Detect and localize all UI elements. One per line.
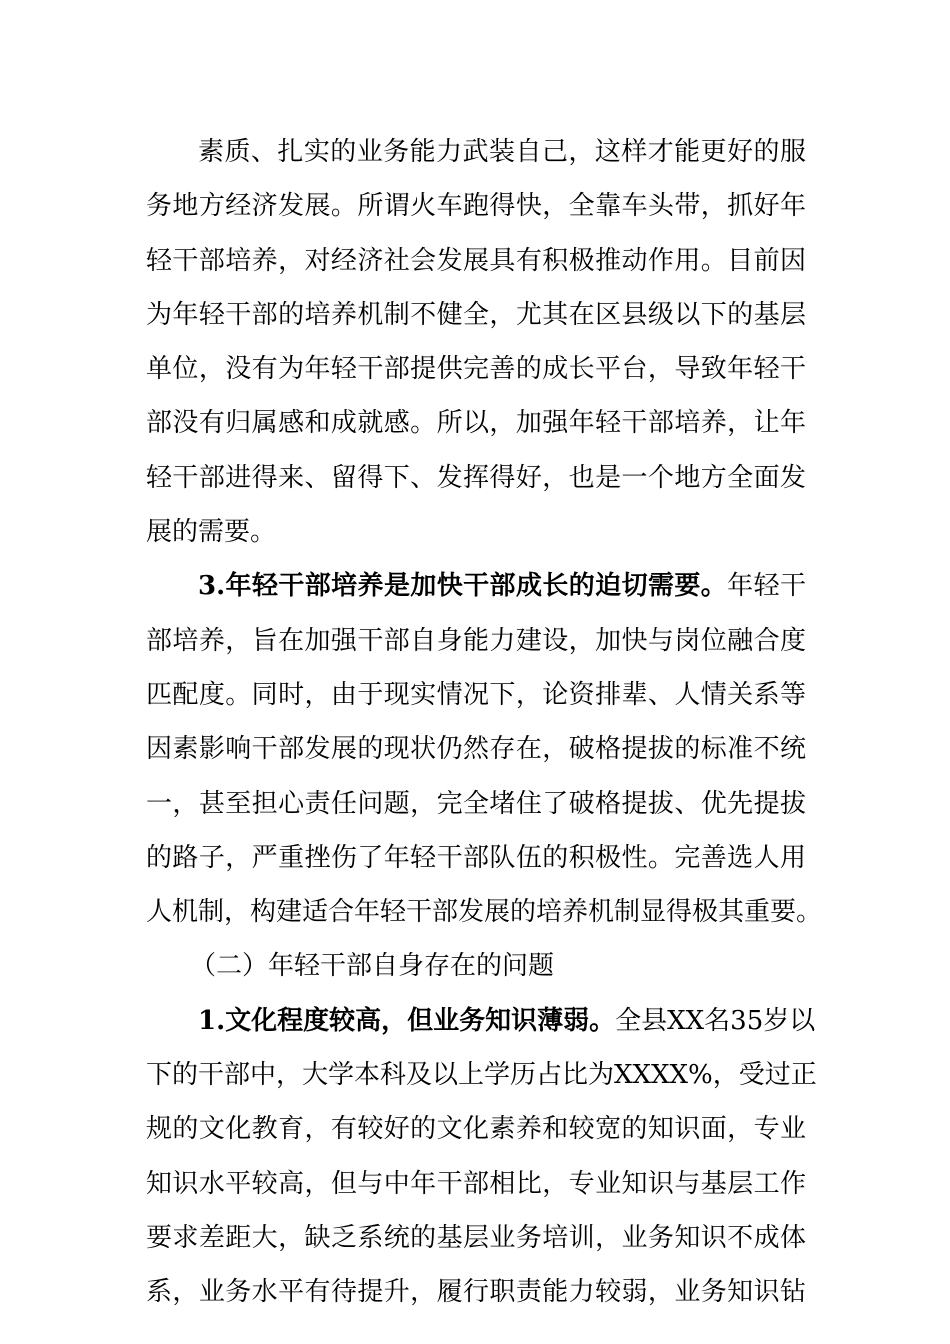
paragraph-line: 的路子，严重挫伤了年轻干部队伍的积极性。完善选人用	[146, 842, 806, 873]
paragraph-line: 素质、扎实的业务能力武装自己，这样才能更好的服	[198, 137, 806, 167]
paragraph-line: 匹配度。同时，由于现实情况下，论资排辈、人情关系等	[146, 679, 806, 710]
paragraph-line: 要求差距大，缺乏系统的基层业务培训，业务知识不成体	[146, 1222, 806, 1253]
paragraph-line: 人机制，构建适合年轻干部发展的培养机制显得极其重要。	[146, 897, 823, 928]
paragraph-line: 一，甚至担心责任问题，完全堵住了破格提拔、优先提拔	[146, 788, 806, 819]
paragraph-line: 部培养，旨在加强干部自身能力建设，加快与岗位融合度	[146, 625, 806, 656]
paragraph-line: 部没有归属感和成就感。所以，加强年轻干部培养，让年	[146, 408, 806, 439]
paragraph-line: 轻干部进得来、留得下、发挥得好，也是一个地方全面发	[146, 462, 806, 493]
section-3-heading: 3.年轻干部培养是加快干部成长的迫切需要。	[198, 571, 728, 602]
paragraph-line: 因素影响干部发展的现状仍然存在，破格提拔的标准不统	[146, 734, 806, 765]
paragraph-line: 为年轻干部的培养机制不健全，尤其在区县级以下的基层	[146, 299, 806, 330]
paragraph-line: 单位，没有为年轻干部提供完善的成长平台，导致年轻干	[146, 354, 806, 385]
paragraph-line: 下的干部中，大学本科及以上学历占比为XXXX%，受过正	[146, 1060, 817, 1091]
paragraph-line: 系，业务水平有待提升，履行职责能力较弱，业务知识钻	[146, 1277, 806, 1308]
section-3-first-line	[146, 559, 806, 613]
paragraph-line: 规的文化教育，有较好的文化素养和较宽的知识面，专业	[146, 1114, 806, 1145]
section-subheading: （二）年轻干部自身存在的问题	[190, 951, 555, 982]
section-1-first-line-text: 全县XX名35岁以	[615, 1005, 816, 1036]
document-body	[146, 125, 823, 1320]
paragraph-line: 知识水平较高，但与中年干部相比，专业知识与基层工作	[146, 1168, 806, 1199]
section-3-first-line-text: 年轻干	[727, 571, 806, 602]
paragraph-line: 轻干部培养，对经济社会发展具有积极推动作用。目前因	[146, 245, 806, 276]
paragraph-line: 展的需要。	[146, 517, 277, 548]
section-1-first-line	[146, 994, 816, 1048]
paragraph-line: 务地方经济发展。所谓火车跑得快，全靠车头带，抓好年	[146, 191, 806, 222]
section-1-heading: 1.文化程度较高，但业务知识薄弱。	[198, 1005, 616, 1036]
